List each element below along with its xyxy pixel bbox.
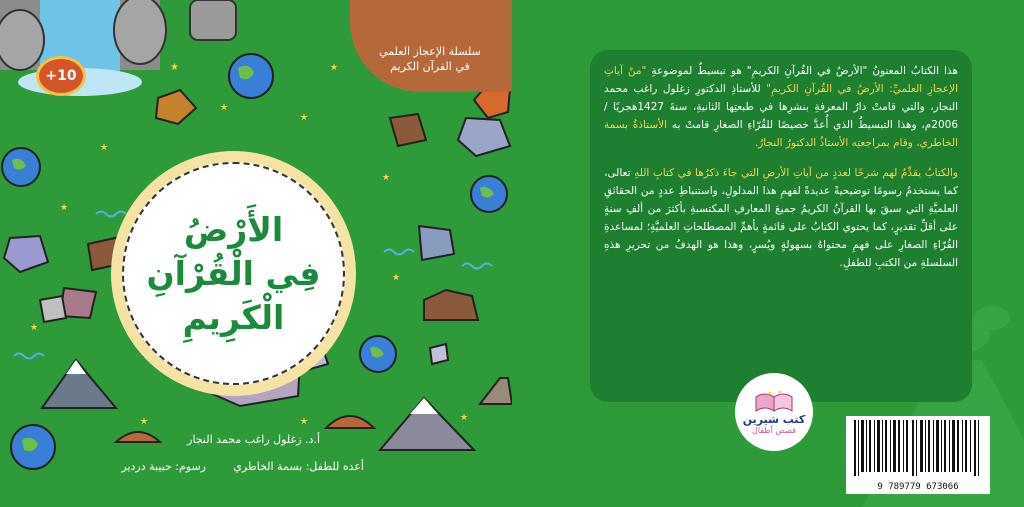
blurb-text: هذا الكتابُ المعنونُ "الأرضُ في القُرآنِ الكريمِ" هو تبسيطٌ لموضوعةِ xyxy=(646,65,958,77)
book-title-line-2: فِي الْقُرْآنِ xyxy=(146,253,321,293)
publisher-tagline: قصص أطفال xyxy=(752,426,796,435)
blurb-text: للأستاذِ الدكتورِ زغلول راغب محمد النجار، والتي قامتْ دارُ المعرفةِ بنشرِها في طبعتِها الثانيةِ، سنةَ 1427هجريًا / 2006م، وهذا التبسيطُ الذي أُعدَّ خصيصًا للقُرّاءِ الصغارِ قامتْ به xyxy=(604,83,959,131)
title-circle xyxy=(122,162,345,385)
isbn-barcode xyxy=(846,416,990,494)
svg-text:★: ★ xyxy=(300,417,309,427)
illustrator-credit: رسوم: حبيبة دردير xyxy=(121,460,206,473)
isbn-number: 9 789779 673066 xyxy=(877,482,959,492)
svg-text:★: ★ xyxy=(767,390,773,397)
globe-icon xyxy=(11,425,55,469)
globe-icon xyxy=(360,336,396,372)
barcode-bars xyxy=(846,416,990,478)
svg-text:★: ★ xyxy=(300,113,309,123)
age-badge: +10 xyxy=(36,56,86,96)
svg-text:★: ★ xyxy=(330,63,339,73)
svg-text:★: ★ xyxy=(460,413,469,423)
svg-text:★: ★ xyxy=(382,173,391,183)
blurb-paragraph-1 xyxy=(604,62,958,152)
blurb-highlight: الأستاذةُ بسمة الخاطري، وقام بمراجعتِه الأستاذُ الدكتورُ النجارُ. xyxy=(604,119,958,149)
blurb-text: تعالى، كما يستخدمُ رسومًا توضيحيةً عديدةً لفهمِ هذا المدلولِ، واستنباطِ عددٍ من الحقائقِ العلميَّةِ التي سبقَ بها القرآنُ الكريمُ جميعَ المعارفِ المكتسبةِ بأكثرَ من ألفِ سنةٍ على أقلِّ تقديرٍ، كما يحتوي الكتابُ على قائمةٍ بأهمِّ المصطلحاتِ العلميَّةِ؛ لمساعدةِ القُرّاءِ الصغارِ على فهمِ محتواهُ بسهولةٍ ويُسرٍ، وهذا هو الهدفُ من تحريرِ هذهِ السلسلةِ من الكتبِ للطفلِ. xyxy=(604,167,958,269)
svg-text:★: ★ xyxy=(60,203,69,213)
blurb-paragraph-2 xyxy=(604,164,958,272)
author-credit: أ.د. زغلول راغب محمد النجار xyxy=(187,433,320,446)
blurb-highlight: والكتابُ يقدِّمُ لهم شرحًا لعددٍ من آياتِ الأرضِ التي جاءَ ذكرُها في كتابِ اللهِ xyxy=(634,167,958,179)
globe-icon xyxy=(229,54,273,98)
svg-text:★: ★ xyxy=(392,273,401,283)
book-title-line-1: الأَرْضُ xyxy=(183,209,284,249)
svg-text:★: ★ xyxy=(100,143,109,153)
adapter-credit: أعده للطفل: بسمة الخاطري xyxy=(233,460,364,473)
back-cover-blurb xyxy=(590,50,972,402)
publisher-logo xyxy=(738,376,810,448)
globe-icon xyxy=(2,148,40,186)
book-title-line-3: الْكَرِيمِ xyxy=(182,297,285,337)
svg-text:★: ★ xyxy=(30,323,39,333)
blurb-highlight: "منْ آياتِ الإعجازِ العلميِّ: الأرضُ في القُرآنِ الكريمِ" xyxy=(604,65,958,95)
series-label xyxy=(360,44,500,74)
svg-text:★: ★ xyxy=(777,389,783,396)
svg-text:★: ★ xyxy=(140,417,149,427)
open-book-icon xyxy=(755,389,793,413)
series-line-2: في القرآن الكريم xyxy=(390,60,470,73)
series-line-1: سلسلة الإعجاز العلمي xyxy=(379,45,481,58)
svg-text:★: ★ xyxy=(170,62,179,73)
svg-text:★: ★ xyxy=(220,103,229,113)
publisher-name: كتب شيرين xyxy=(742,413,806,426)
globe-icon xyxy=(471,176,507,212)
